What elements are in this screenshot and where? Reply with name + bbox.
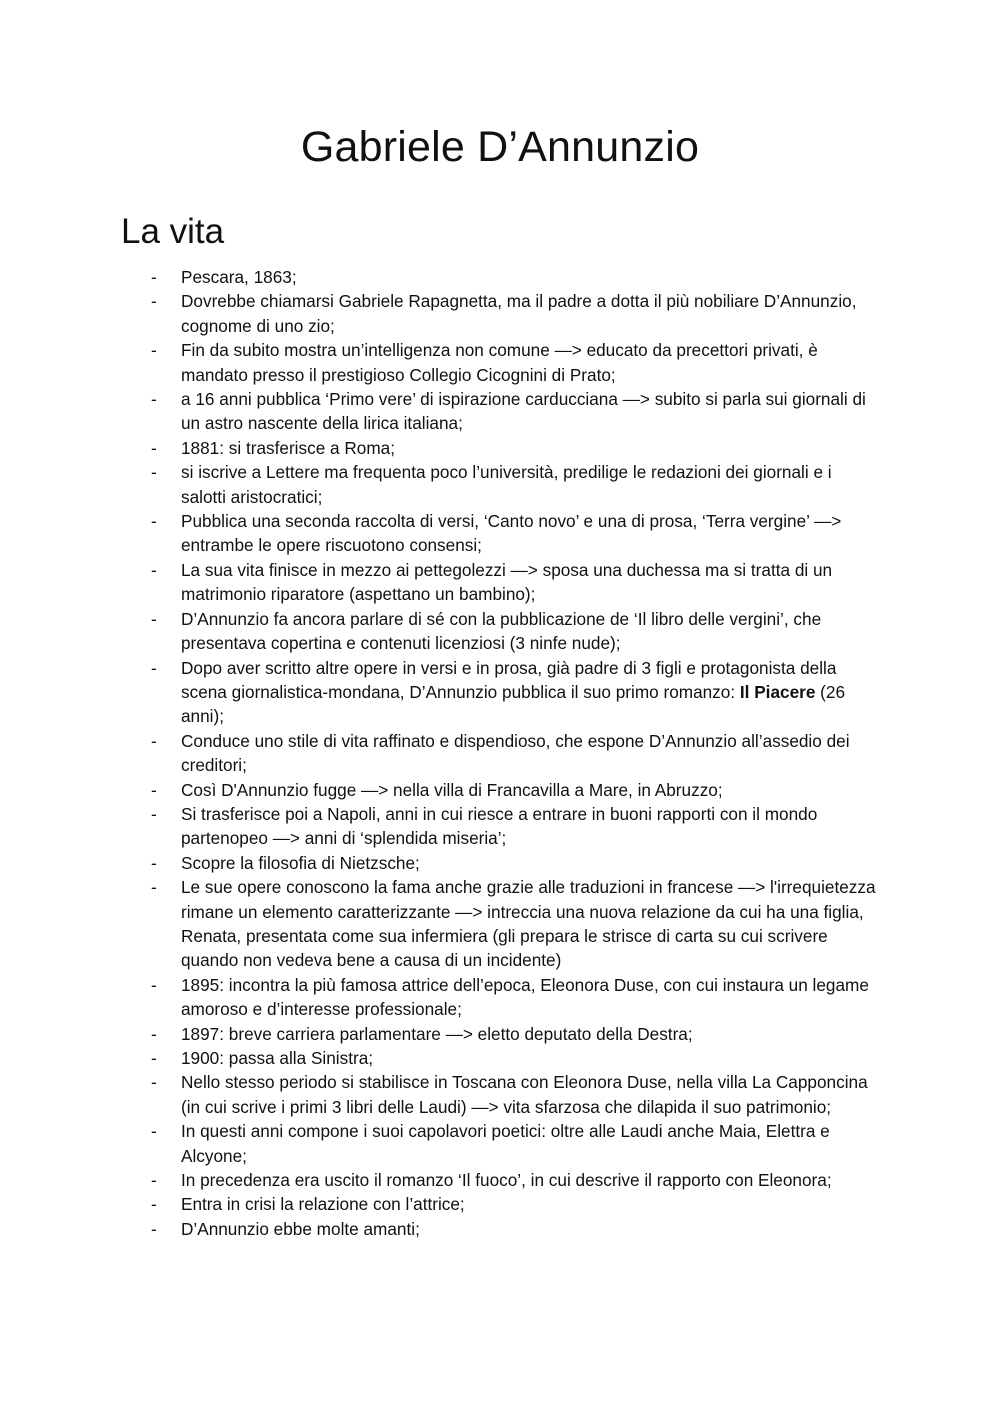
list-item-text: Nello stesso periodo si stabilisce in Toscana con Eleonora Duse, nella villa La Capponcina (in cui scrive i primi 3 libri delle Laudi) —> vita sfarzosa che dilapida il suo patrimonio; (181, 1072, 868, 1117)
list-item-text: Pescara, 1863; (181, 267, 297, 287)
list-item-text: 1881: si trasferisce a Roma; (181, 437, 395, 458)
bullet-dash: - (151, 657, 157, 678)
list-item (0, 1168, 881, 1192)
list-item-text: Le sue opere conoscono la fama anche grazie alle traduzioni in francese —> l'irrequietezza rimane un elemento caratterizzante —> intreccia una nuova relazione da cui ha una figlia, Renata, presentata come sua infermiera (gli prepara le strisce di carta su cui scrivere quando non vedeva bene a causa di un incidente) (181, 877, 876, 971)
list-item (0, 1070, 881, 1119)
list-item-text: Fin da subito mostra un’intelligenza non comune —> educato da precettori privati, è mandato presso il prestigioso Collegio Cicognini di Prato; (181, 340, 818, 385)
list-item (0, 607, 881, 656)
list-item (0, 289, 881, 338)
list-item (0, 729, 881, 778)
list-item-text: D’Annunzio ebbe molte amanti; (181, 1218, 420, 1239)
novel-title-bold: Il Piacere (739, 681, 816, 702)
list-item (0, 1022, 881, 1046)
list-item-text: Pubblica una seconda raccolta di versi, ‘Canto novo’ e una di prosa, ‘Terra vergine’ —> entrambe le opere riscuotono consensi; (181, 511, 842, 556)
list-item (0, 802, 881, 851)
list-item (0, 1217, 881, 1241)
bullet-dash: - (151, 730, 157, 751)
list-item-text-part: Dopo aver scritto altre opere in versi e in prosa, già padre di 3 figli e protagonista della scena giornalistica-mondana, D’Annunzio pubblica il suo primo romanzo: (181, 657, 837, 702)
list-item (0, 851, 881, 875)
list-item-text: Dovrebbe chiamarsi Gabriele Rapagnetta, ma il padre a dotta il più nobiliare D’Annunzio, cognome di uno zio; (181, 291, 857, 336)
list-item-text: Entra in crisi la relazione con l’attrice; (181, 1194, 465, 1215)
bullet-dash: - (151, 1170, 157, 1191)
list-item-text: In questi anni compone i suoi capolavori poetici: oltre alle Laudi anche Maia, Elettra e Alcyone; (181, 1121, 830, 1166)
list-item-text: a 16 anni pubblica ‘Primo vere’ di ispirazione carducciana —> subito si parla sui giornali di un astro nascente della lirica italiana; (181, 389, 866, 434)
bullet-dash: - (151, 1194, 157, 1215)
list-item (0, 875, 881, 973)
list-item (0, 1046, 881, 1070)
list-item-text: 1900: passa alla Sinistra; (181, 1048, 374, 1068)
bullet-dash: - (151, 779, 157, 800)
list-item-text: 1895: incontra la più famosa attrice dell’epoca, Eleonora Duse, con cui instaura un legame amoroso e d’interesse professionale; (181, 974, 869, 1020)
list-item (0, 558, 881, 607)
list-item-text: In precedenza era uscito il romanzo ‘Il fuoco’, in cui descrive il rapporto con Eleonora; (181, 1170, 832, 1191)
bullet-list (0, 265, 1000, 1241)
bullet-dash: - (151, 1048, 157, 1068)
bullet-dash: - (151, 803, 157, 824)
list-item (0, 436, 881, 460)
bullet-dash: - (151, 559, 157, 580)
list-item-text (181, 656, 881, 729)
list-item-text: si iscrive a Lettere ma frequenta poco l’università, predilige le redazioni dei giornali e i salotti aristocratici; (181, 462, 832, 507)
bullet-dash: - (151, 267, 157, 287)
list-item-text-part: (26 anni); (181, 681, 846, 727)
section-heading: La vita (121, 212, 225, 251)
list-item (0, 460, 881, 509)
bullet-dash: - (151, 1218, 157, 1239)
bullet-dash: - (151, 877, 157, 898)
list-item-text: Conduce uno stile di vita raffinato e dispendioso, che espone D’Annunzio all’assedio dei creditori; (181, 730, 850, 776)
bullet-dash: - (151, 511, 157, 532)
list-item (0, 1192, 881, 1216)
list-item (0, 778, 881, 802)
list-item-text: D’Annunzio fa ancora parlare di sé con la pubblicazione de ‘Il libro delle vergini’, che presentava copertina e contenuti licenziosi (3 ninfe nude); (181, 608, 822, 654)
list-item (0, 973, 881, 1022)
list-item (0, 338, 881, 387)
bullet-dash: - (151, 437, 157, 458)
list-item (0, 265, 881, 289)
bullet-dash: - (151, 608, 157, 629)
bullet-dash: - (151, 1023, 157, 1044)
bullet-dash: - (151, 1121, 157, 1142)
list-item (0, 509, 881, 558)
bullet-dash: - (151, 1072, 157, 1093)
list-item (0, 1119, 881, 1168)
bullet-dash: - (151, 462, 157, 483)
list-item-text: Scopre la filosofia di Nietzsche; (181, 852, 420, 873)
list-item-text: Si trasferisce poi a Napoli, anni in cui riesce a entrare in buoni rapporti con il mondo partenopeo —> anni di ‘splendida miseria’; (181, 803, 818, 849)
list-item (0, 387, 881, 436)
list-item (0, 656, 881, 729)
bullet-dash: - (151, 974, 157, 995)
list-item-text: 1897: breve carriera parlamentare —> eletto deputato della Destra; (181, 1023, 693, 1044)
bullet-dash: - (151, 852, 157, 873)
bullet-dash: - (151, 389, 157, 410)
bullet-dash: - (151, 340, 157, 361)
document-title: Gabriele D’Annunzio (300, 123, 700, 171)
list-item-text: Così D'Annunzio fugge —> nella villa di Francavilla a Mare, in Abruzzo; (181, 779, 723, 800)
bullet-dash: - (151, 291, 157, 312)
list-item-text: La sua vita finisce in mezzo ai pettegolezzi —> sposa una duchessa ma si tratta di un matrimonio riparatore (aspettano un bambino); (181, 559, 833, 605)
